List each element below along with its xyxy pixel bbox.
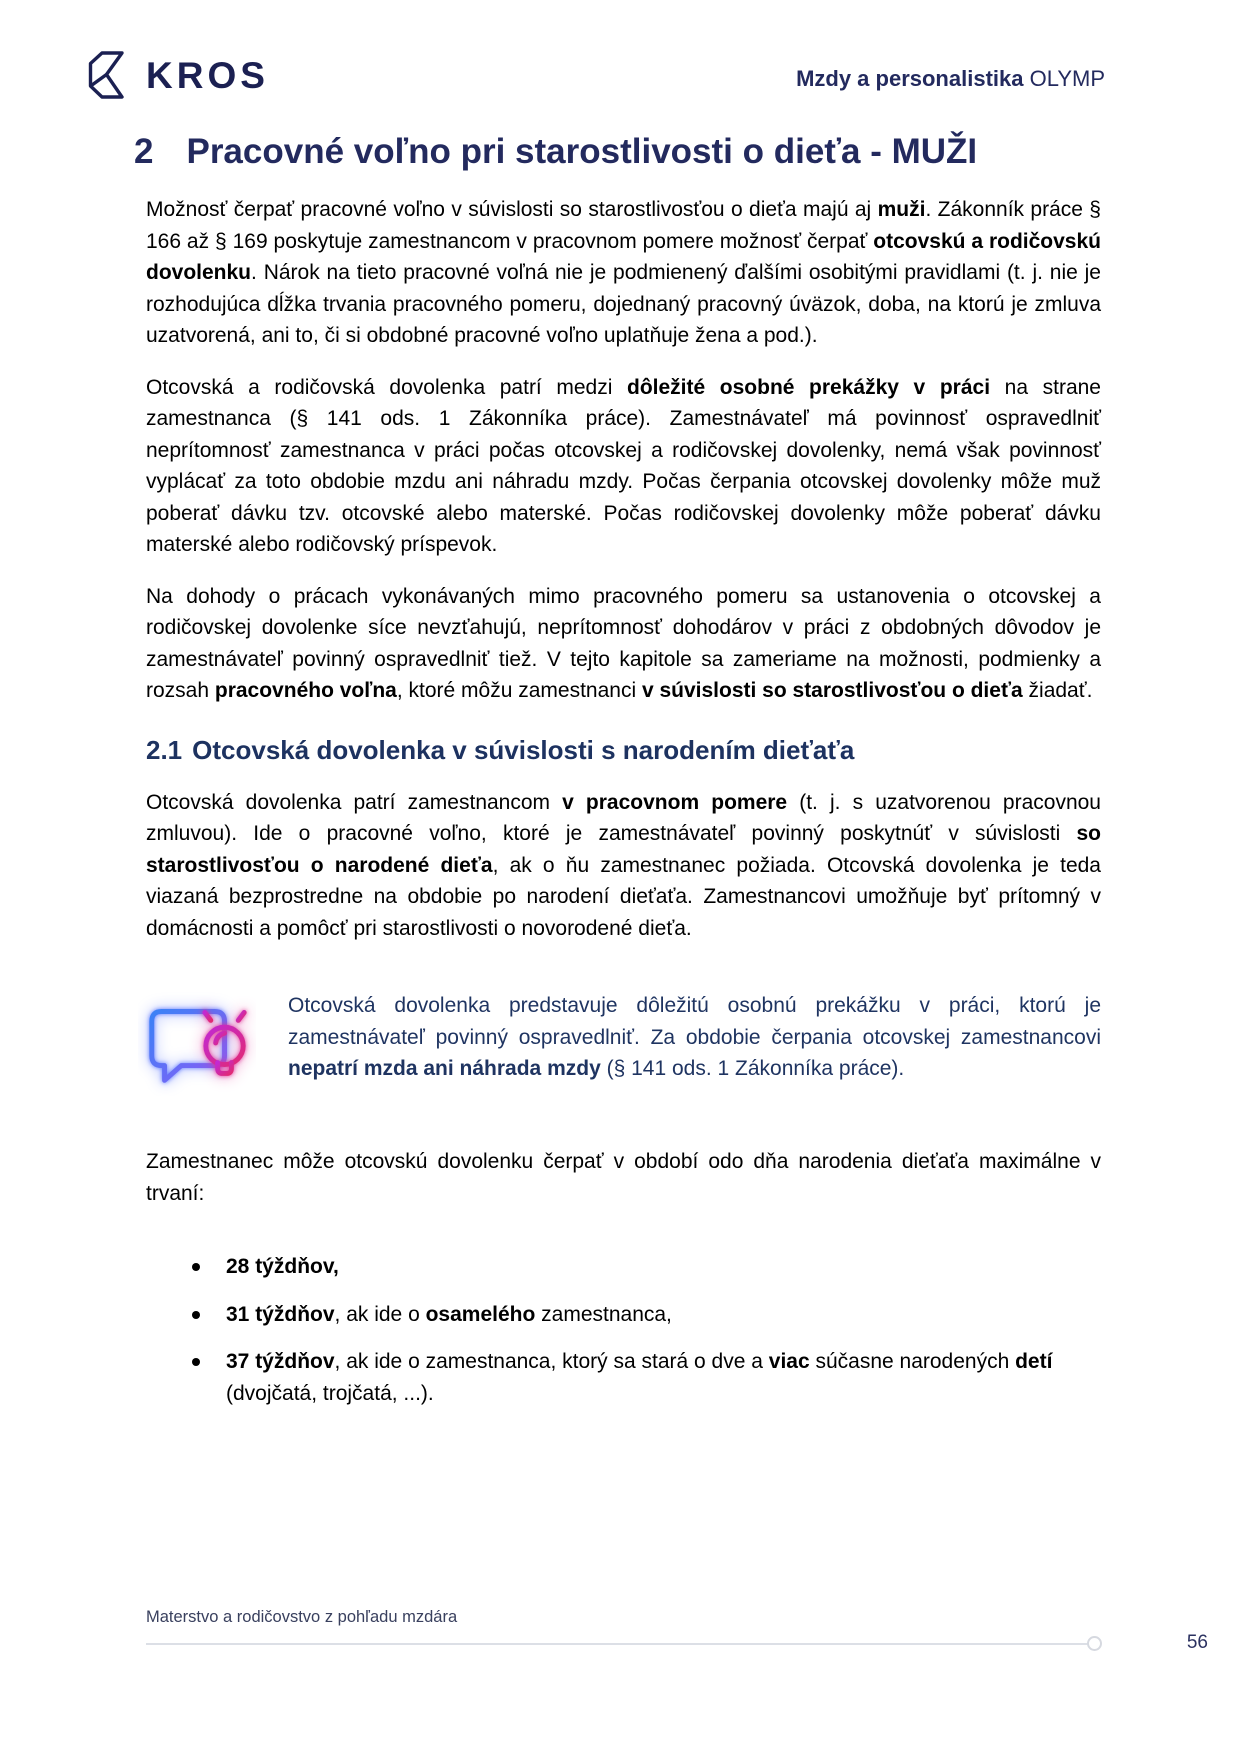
product-name-bold: Mzdy a personalistika xyxy=(796,66,1024,91)
paragraph-4: Otcovská dovolenka patrí zamestnancom v pracovnom pomere (t. j. s uzatvorenou pracovnou zmluvou). Ide o pracovné voľno, ktoré je zamestnávateľ povinný poskytnúť v súvislosti so starostlivosťou o narodené dieťa, ak o ňu zamestnanec požiada. Otcovská dovolenka je teda viazaná bezprostredne na obdobie po narodení dieťaťa. Zamestnancovi umožňuje byť prítomný v domácnosti a pomôcť pri starostlivosti o novorodené dieťa. xyxy=(146,790,1101,940)
list-item-37-weeks: 37 týždňov, ak ide o zamestnanca, ktorý sa stará o dve a viac súčasne narodených detí (dvojčatá, trojčatá, ...). xyxy=(146,1346,1101,1409)
section-heading-text: Otcovská dovolenka v súvislosti s narodením dieťaťa xyxy=(192,734,855,765)
chapter-number: 2 xyxy=(134,132,154,171)
chapter-title xyxy=(134,130,1101,174)
footer-divider xyxy=(146,1643,1096,1645)
product-name-regular: OLYMP xyxy=(1029,66,1105,91)
paragraph-1: Možnosť čerpať pracovné voľno v súvislosti so starostlivosťou o dieťa majú aj muži. Zákonník práce § 166 až § 169 poskytuje zamestnancom v pracovnom pomere možnosť čerpať otcovskú a rodičovskú dovolenku. Nárok na tieto pracovné voľná nie je podmienený ďalšími osobitými pravidlami (t. j. nie je rozhodujúca dĺžka trvania pracovného pomeru, dojednaný pracovný úväzok, doba, na ktorú je zmluva uzatvorená, ani to, či si obdobné pracovné voľno uplatňuje žena a pod.). xyxy=(146,198,1101,347)
section-number: 2.1 xyxy=(146,734,183,765)
document-content xyxy=(0,130,1241,1409)
page-header xyxy=(0,0,1241,100)
note-box xyxy=(146,984,1101,1096)
footer-title: Materstvo a rodičovstvo z pohľadu mzdára xyxy=(146,1608,458,1626)
list-item-31-weeks: 31 týždňov, ak ide o osamelého zamestnanca, xyxy=(146,1299,1101,1331)
speech-bubble-icon xyxy=(152,1012,225,1081)
list-intro: Zamestnanec môže otcovskú dovolenku čerpať v období odo dňa narodenia dieťaťa maximálne v trvaní: xyxy=(146,1150,1101,1205)
list-item-28-weeks: 28 týždňov, xyxy=(146,1251,1101,1283)
document-header-title xyxy=(796,68,1105,100)
brand-name: KROS xyxy=(146,54,269,96)
footer-ring-icon xyxy=(1087,1636,1102,1651)
note-text: Otcovská dovolenka predstavuje dôležitú osobnú prekážku v práci, ktorú je zamestnávateľ povinný ospravedlniť. Za obdobie čerpania otcovskej zamestnancovi nepatrí mzda ani náhrada mzdy (§ 141 ods. 1 Zákonníka práce). xyxy=(288,994,1101,1080)
chat-lightbulb-neon-icon xyxy=(138,984,288,1096)
chapter-title-text: Pracovné voľno pri starostlivosti o dieťa - MUŽI xyxy=(186,132,978,171)
page-footer xyxy=(0,1602,1241,1682)
paragraph-2: Otcovská a rodičovská dovolenka patrí medzi dôležité osobné prekážky v práci na strane zamestnanca (§ 141 ods. 1 Zákonníka práce). Zamestnávateľ má povinnosť ospravedlniť neprítomnosť zamestnanca v práci počas otcovskej a rodičovskej dovolenky, nemá však povinnosť vyplácať za toto obdobie mzdu ani náhradu mzdy. Počas čerpania otcovskej dovolenky môže muž poberať dávku tzv. otcovské alebo materské. Počas rodičovskej dovolenky môže poberať dávku materské alebo rodičovský príspevok. xyxy=(146,375,1101,556)
duration-list xyxy=(146,1251,1101,1409)
page-number: 56 xyxy=(1186,1632,1208,1653)
kros-logo-icon xyxy=(86,50,134,100)
section-heading xyxy=(146,733,1101,767)
kros-brand xyxy=(86,50,269,100)
paragraph-3: Na dohody o prácach vykonávaných mimo pracovného pomeru sa ustanovenia o otcovskej a rodičovskej dovolenke síce nevzťahujú, neprítomnosť dohodárov v práci z obdobných dôvodov je zamestnávateľ povinný ospravedlniť tiež. V tejto kapitole sa zameriame na možnosti, podmienky a rozsah pracovného voľna, ktoré môžu zamestnanci v súvislosti so starostlivosťou o dieťa žiadať. xyxy=(146,584,1101,702)
